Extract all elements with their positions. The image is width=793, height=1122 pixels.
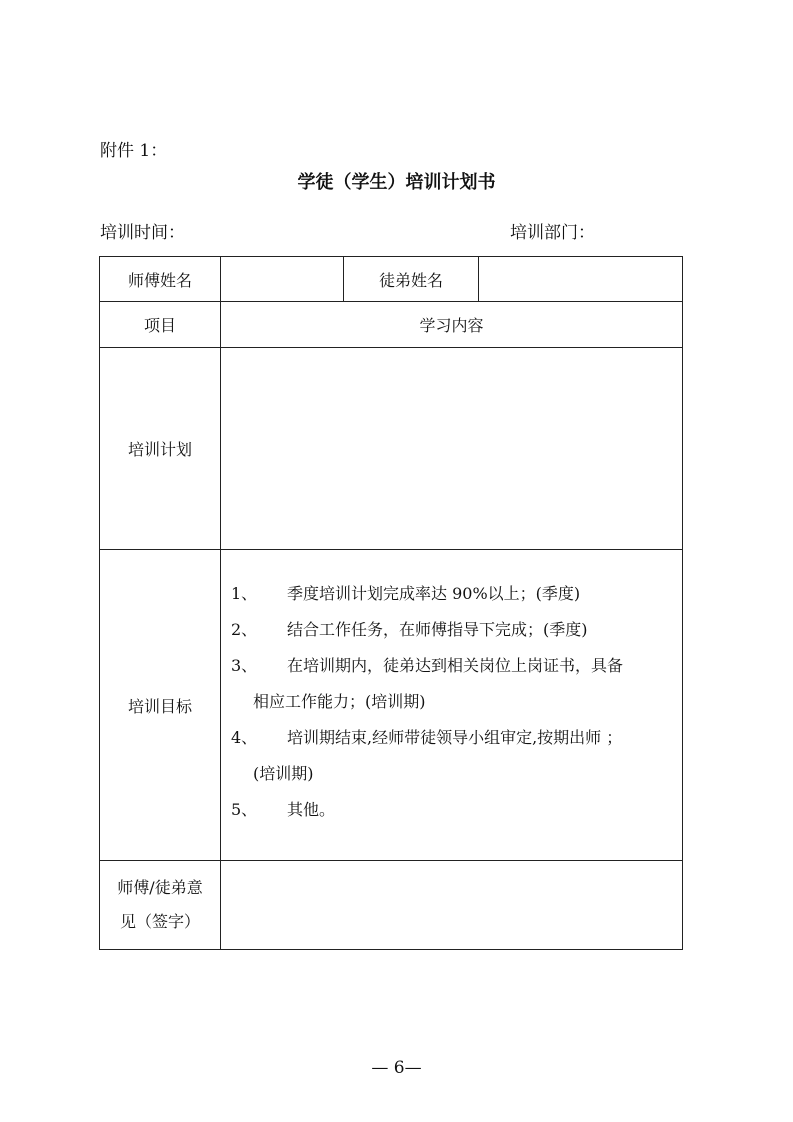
goal-number: 5、 <box>231 800 258 819</box>
goal-text-continuation: (培训期) <box>253 764 314 783</box>
goal-text: 季度培训计划完成率达 90%以上；(季度) <box>287 584 581 603</box>
goal-number: 1、 <box>231 584 258 603</box>
apprentice-name-field[interactable] <box>479 257 683 302</box>
opinion-signature-field[interactable] <box>221 861 683 950</box>
goal-row <box>100 550 683 861</box>
goal-text: 培训期结束,经师带徒领导小组审定,按期出师 ； <box>287 728 623 747</box>
document-title: 学徒（学生）培训计划书 <box>297 172 496 193</box>
training-goal-label: 培训目标 <box>100 550 221 861</box>
attachment-label: 附件 1： <box>100 141 168 161</box>
opinion-row <box>100 861 683 950</box>
training-plan-content[interactable] <box>221 348 683 550</box>
name-row <box>100 257 683 302</box>
goal-number: 3、 <box>231 656 258 675</box>
training-goal-content <box>221 550 683 861</box>
goal-item <box>231 619 674 641</box>
goal-text-continuation: 相应工作能力；(培训期) <box>253 692 426 711</box>
goal-number: 2、 <box>231 620 258 639</box>
goal-text: 在培训期内，徒弟达到相关岗位上岗证书，具备 <box>287 656 624 675</box>
training-plan-table <box>99 256 683 950</box>
goal-text: 结合工作任务，在师傅指导下完成；(季度) <box>287 620 588 639</box>
goal-item <box>231 583 674 605</box>
column-header-item: 项目 <box>100 302 221 348</box>
apprentice-name-label: 徒弟姓名 <box>344 257 479 302</box>
opinion-label-line2: 见（签字） <box>119 912 200 931</box>
goal-number: 4、 <box>231 728 258 747</box>
goal-item <box>231 727 674 785</box>
header-row <box>100 302 683 348</box>
mentor-name-field[interactable] <box>221 257 344 302</box>
goal-text: 其他。 <box>287 800 336 819</box>
page-number: — 6— <box>371 1058 422 1078</box>
goal-item <box>231 655 674 713</box>
training-time-label: 培训时间： <box>100 223 185 243</box>
opinion-label-line1: 师傅/徒弟意 <box>117 878 203 897</box>
training-department-label: 培训部门： <box>510 223 595 243</box>
mentor-name-label: 师傅姓名 <box>100 257 221 302</box>
column-header-content: 学习内容 <box>221 302 683 348</box>
goal-item <box>231 799 674 821</box>
training-plan-label: 培训计划 <box>100 348 221 550</box>
opinion-signature-label <box>100 861 221 950</box>
plan-row <box>100 348 683 550</box>
